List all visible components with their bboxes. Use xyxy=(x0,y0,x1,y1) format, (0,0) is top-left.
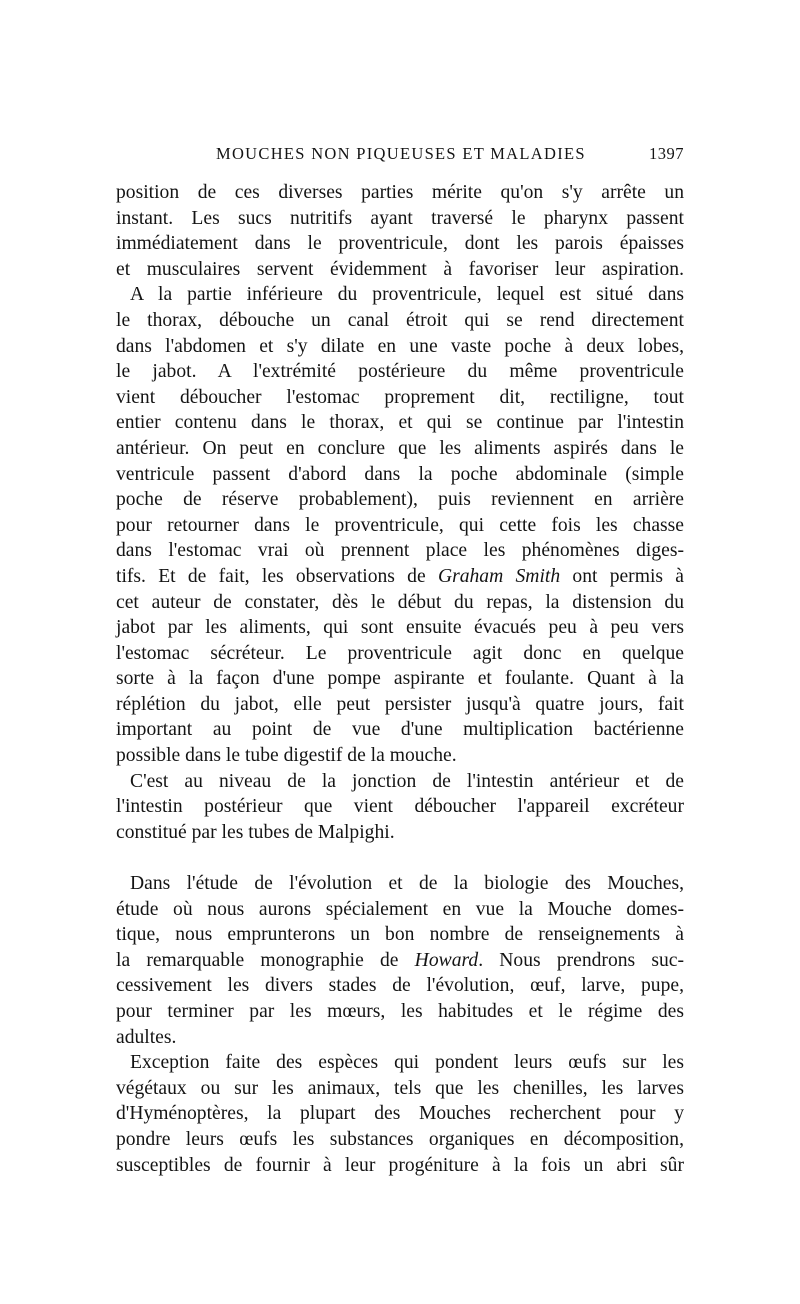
text-line: vient déboucher l'estomac proprement dit, rectiligne, tout xyxy=(116,386,684,408)
text-line: le jabot. A l'extrémité postérieure du même proventricule xyxy=(116,361,684,383)
text-line: tique, nous emprunterons un bon nombre de renseignements à xyxy=(116,924,684,946)
text-line: Dans l'étude de l'évolution et de la biologie des Mouches, xyxy=(130,873,684,895)
text-line: végétaux ou sur les animaux, tels que les chenilles, les larves xyxy=(116,1077,684,1099)
running-head xyxy=(116,144,684,170)
text-line: pour terminer par les mœurs, les habitudes et le régime des xyxy=(116,1001,684,1022)
page-number: 1397 xyxy=(649,144,684,163)
text-line: pondre leurs œufs les substances organiques en décomposition, xyxy=(116,1128,684,1150)
author-name: Howard xyxy=(414,949,479,971)
text-line: antérieur. On peut en conclure que les aliments aspirés dans le xyxy=(116,437,684,459)
text-line: étude où nous aurons spécialement en vue la Mouche domes- xyxy=(116,898,684,920)
text-line: immédiatement dans le proventricule, dont les parois épaisses xyxy=(116,233,684,255)
author-name: Graham Smith xyxy=(437,565,561,587)
paragraph-continuation xyxy=(116,180,684,282)
text-line: Exception faite des espèces qui pondent leurs œufs sur les xyxy=(130,1052,684,1074)
paragraph-oviposition xyxy=(116,1050,684,1178)
text-line: jabot par les aliments, qui sont ensuite évacués peu à peu vers xyxy=(116,617,684,639)
text-line: dans l'estomac vrai où prennent place les phénomènes diges- xyxy=(116,540,684,562)
text-line: tifs. Et de fait, les observations de Graham Smith ont permis à xyxy=(116,565,684,587)
text-line: cet auteur de constater, dès le début du repas, la distension du xyxy=(116,591,684,613)
paragraph-proventricule xyxy=(116,282,684,768)
text-line: important au point de vue d'une multiplication bactérienne xyxy=(116,719,684,741)
text-line: le thorax, débouche un canal étroit qui se rend directement xyxy=(116,309,684,331)
text-line: entier contenu dans le thorax, et qui se continue par l'intestin xyxy=(116,412,684,434)
paragraph-malpighi xyxy=(116,769,684,846)
text-line: instant. Les sucs nutritifs ayant traversé le pharynx passent xyxy=(116,207,684,229)
text-line: pour retourner dans le proventricule, qui cette fois les chasse xyxy=(116,514,684,536)
text-line: position de ces diverses parties mérite qu'on s'y arrête un xyxy=(116,182,684,203)
text-line: et musculaires servent évidemment à favoriser leur aspiration. xyxy=(116,258,684,280)
running-title: MOUCHES NON PIQUEUSES ET MALADIES xyxy=(216,144,586,163)
text-line: A la partie inférieure du proventricule, lequel est situé dans xyxy=(130,284,684,306)
text-line: réplétion du jabot, elle peut persister jusqu'à quatre jours, fait xyxy=(116,693,684,715)
text-line: sorte à la façon d'une pompe aspirante et foulante. Quant à la xyxy=(116,668,684,690)
text-line: ventricule passent d'abord dans la poche abdominale (simple xyxy=(116,463,684,485)
text-line: possible dans le tube digestif de la mouche. xyxy=(116,745,457,767)
text-line: C'est au niveau de la jonction de l'intestin antérieur et de xyxy=(130,770,684,792)
text-line: d'Hyménoptères, la plupart des Mouches recherchent pour y xyxy=(116,1103,684,1125)
text-line: la remarquable monographie de Howard. Nous prendrons suc- xyxy=(116,949,684,971)
body-text xyxy=(116,180,684,1178)
text-line: cessivement les divers stades de l'évolution, œuf, larve, pupe, xyxy=(116,975,684,997)
text-line: l'estomac sécréteur. Le proventricule agit donc en quelque xyxy=(116,642,684,664)
text-line: susceptibles de fournir à leur progéniture à la fois un abri sûr xyxy=(116,1154,684,1176)
text-line: adultes. xyxy=(116,1026,177,1048)
text-line: poche de réserve probablement), puis reviennent en arrière xyxy=(116,489,684,511)
text-line: constitué par les tubes de Malpighi. xyxy=(116,821,395,843)
paragraph-evolution-intro xyxy=(116,871,684,1050)
text-line: l'intestin postérieur que vient déboucher l'appareil excréteur xyxy=(116,796,684,818)
text-line: dans l'abdomen et s'y dilate en une vaste poche à deux lobes, xyxy=(116,335,684,357)
